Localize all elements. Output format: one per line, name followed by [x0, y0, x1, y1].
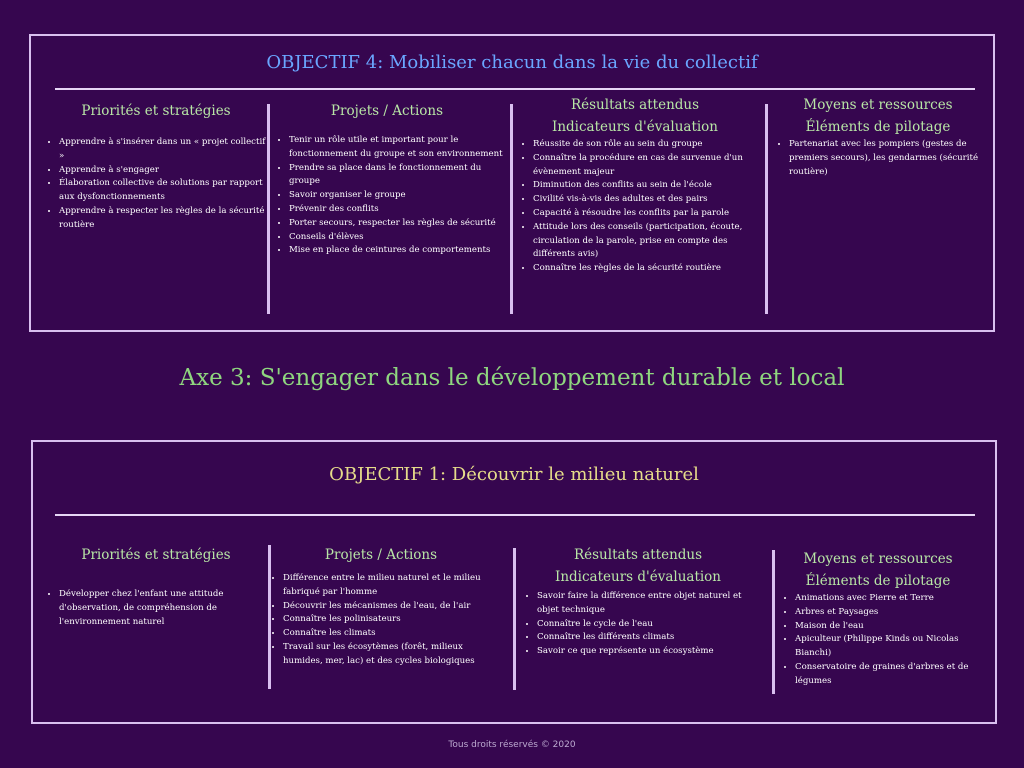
- objective-1-resources-column: [777, 548, 979, 689]
- priorities-list: [41, 588, 271, 629]
- list-item: • Connaître les polinisateurs: [283, 613, 497, 627]
- list-item: • Prévenir des conflits: [289, 203, 503, 217]
- divider-line: [55, 88, 975, 90]
- list-item: • Connaître les différents climats: [537, 631, 757, 645]
- list-item: • Apprendre à respecter les règles de la sécurité routière: [59, 205, 271, 233]
- list-item: • Travail sur les écosytèmes (forêt, milieux humides, mer, lac) et des cycles biologiques: [283, 641, 497, 669]
- column-subheading: Indicateurs d'évaluation: [554, 569, 722, 585]
- list-item: • Conservatoire de graines d'arbres et de légumes: [795, 661, 979, 689]
- list-item: • Maison de l'eau: [795, 620, 979, 634]
- list-item: • Prendre sa place dans le fonctionnement du groupe: [289, 162, 503, 190]
- objective-4-title: OBJECTIF 4: Mobiliser chacun dans la vie du collectif: [266, 52, 758, 73]
- copyright-footer: Tous droits réservés © 2020: [448, 740, 576, 750]
- column-heading: Priorités et stratégies: [81, 547, 231, 563]
- results-list: [519, 590, 757, 659]
- list-item: • Différence entre le milieu naturel et le milieu fabriqué par l'homme: [283, 572, 497, 600]
- list-item: • Développer chez l'enfant une attitude d'observation, de compréhension de l'environnement naturel: [59, 588, 271, 629]
- column-heading: Priorités et stratégies: [81, 103, 231, 119]
- list-item: • Attitude lors des conseils (participation, écoute, circulation de la parole, prise en compte des différents avis): [533, 221, 755, 262]
- list-item: • Apprendre à s'engager: [59, 164, 271, 178]
- column-heading: Moyens et ressources: [803, 97, 953, 113]
- projects-list: [265, 572, 497, 669]
- objective-4-resources-column: [771, 94, 985, 179]
- column-separator: [772, 550, 775, 694]
- list-item: • Tenir un rôle utile et important pour le fonctionnement du groupe et son environnement: [289, 134, 503, 162]
- list-item: • Connaître la procédure en cas de survenue d'un évènement majeur: [533, 152, 755, 180]
- list-item: • Arbres et Paysages: [795, 606, 979, 620]
- list-item: • Civilité vis-à-vis des adultes et des pairs: [533, 193, 755, 207]
- list-item: • Connaître les règles de la sécurité routière: [533, 262, 755, 276]
- objective-4-panel: [29, 34, 995, 332]
- column-subheading: Éléments de pilotage: [805, 573, 951, 589]
- list-item: • Réussite de son rôle au sein du groupe: [533, 138, 755, 152]
- column-separator: [267, 104, 270, 314]
- objective-4-projects-column: [271, 100, 503, 258]
- list-item: • Capacité à résoudre les conflits par la parole: [533, 207, 755, 221]
- list-item: • Mise en place de ceintures de comportements: [289, 244, 503, 258]
- column-heading: Résultats attendus: [573, 547, 703, 563]
- list-item: • Apiculteur (Philippe Kinds ou Nicolas Bianchi): [795, 633, 979, 661]
- list-item: • Savoir ce que représente un écosystème: [537, 645, 757, 659]
- column-heading: Moyens et ressources: [803, 551, 953, 567]
- list-item: • Apprendre à s'insérer dans un « projet collectif »: [59, 136, 271, 164]
- list-item: • Connaître les climats: [283, 627, 497, 641]
- axe-3-title: Axe 3: S'engager dans le développement durable et local: [179, 365, 845, 391]
- column-separator: [765, 104, 768, 314]
- objective-1-projects-column: [265, 544, 497, 669]
- objective-1-title: OBJECTIF 1: Découvrir le milieu naturel: [329, 464, 699, 485]
- column-subheading: Éléments de pilotage: [805, 119, 951, 135]
- list-item: • Diminution des conflits au sein de l'école: [533, 179, 755, 193]
- list-item: • Élaboration collective de solutions par rapport aux dysfonctionnements: [59, 177, 271, 205]
- objective-4-priorities-column: [41, 100, 271, 233]
- list-item: • Savoir faire la différence entre objet naturel et objet technique: [537, 590, 757, 618]
- projects-list: [271, 134, 503, 258]
- priorities-list: [41, 136, 271, 233]
- divider-line: [55, 514, 975, 516]
- objective-1-results-column: [519, 544, 757, 659]
- resources-list: [777, 592, 979, 689]
- list-item: • Découvrir les mécanismes de l'eau, de l'air: [283, 600, 497, 614]
- list-item: • Conseils d'élèves: [289, 231, 503, 245]
- column-heading: Projets / Actions: [330, 103, 444, 119]
- resources-list: [771, 138, 985, 179]
- objective-1-priorities-column: [41, 544, 271, 629]
- column-heading: Projets / Actions: [324, 547, 438, 563]
- list-item: • Partenariat avec les pompiers (gestes de premiers secours), les gendarmes (sécurité routière): [789, 138, 985, 179]
- objective-1-panel: [31, 440, 997, 724]
- list-item: • Animations avec Pierre et Terre: [795, 592, 979, 606]
- column-separator: [513, 548, 516, 690]
- list-item: • Connaître le cycle de l'eau: [537, 618, 757, 632]
- results-list: [515, 138, 755, 276]
- column-subheading: Indicateurs d'évaluation: [551, 119, 719, 135]
- column-separator: [510, 104, 513, 314]
- list-item: • Savoir organiser le groupe: [289, 189, 503, 203]
- objective-4-results-column: [515, 94, 755, 276]
- column-heading: Résultats attendus: [570, 97, 700, 113]
- list-item: • Porter secours, respecter les règles de sécurité: [289, 217, 503, 231]
